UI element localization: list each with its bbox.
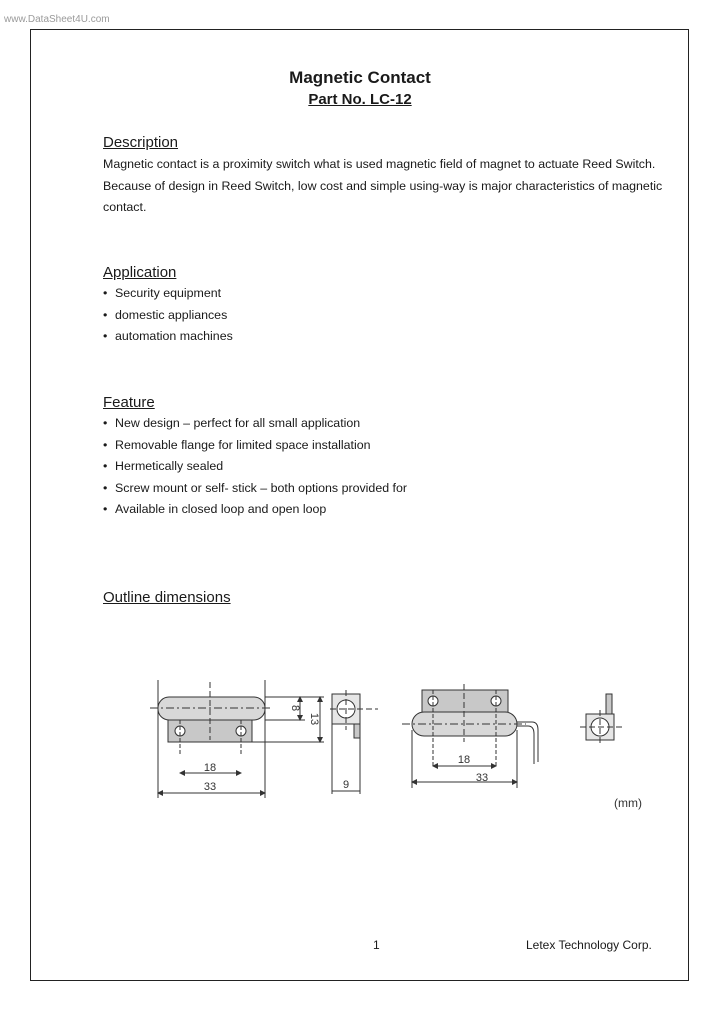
list-item: [103, 499, 407, 521]
feature-heading: Feature: [103, 394, 155, 411]
side-view: [330, 690, 378, 794]
bullet: •: [103, 459, 108, 474]
list-item: [103, 326, 233, 348]
outline-heading: Outline dimensions: [103, 589, 231, 606]
list-item: [103, 456, 407, 478]
bullet: •: [103, 480, 108, 495]
side-flange: [354, 724, 360, 738]
list-item-text: Security equipment: [115, 286, 222, 300]
dim-left-height-inner: 8: [289, 704, 301, 712]
bullet: •: [103, 502, 108, 517]
left-view: [150, 680, 324, 798]
description-heading: Description: [103, 134, 179, 151]
description-text: [103, 154, 663, 219]
part-number: Part No. LC-12: [308, 91, 412, 108]
unit-label: (mm): [614, 796, 642, 810]
list-item: [103, 305, 233, 327]
description-line: contact.: [103, 200, 147, 214]
list-item-text: Screw mount or self- stick – both options provided for: [115, 480, 408, 495]
application-heading: Application: [103, 264, 177, 281]
bullet: •: [103, 329, 108, 344]
dim-right-length: 33: [475, 772, 489, 784]
dim-right-hole-spacing: 18: [457, 754, 471, 766]
bullet: •: [103, 307, 108, 322]
list-item: [103, 413, 407, 435]
feature-list: [103, 413, 407, 521]
list-item: [103, 435, 407, 457]
lead-wire: [517, 722, 538, 762]
right-side-view: [580, 694, 622, 746]
lead-wire: [517, 726, 534, 764]
outline-drawing: [140, 660, 660, 800]
bullet: •: [103, 437, 108, 452]
company-name: Letex Technology Corp.: [526, 938, 652, 952]
list-item-text: Removable flange for limited space installation: [115, 437, 371, 452]
list-item: [103, 478, 407, 500]
side-flange: [606, 694, 612, 714]
bullet: •: [103, 416, 108, 430]
list-item-text: New design – perfect for all small application: [115, 416, 361, 430]
list-item-text: automation machines: [115, 329, 233, 344]
list-item-text: domestic appliances: [115, 307, 228, 322]
description-line: Magnetic contact is a proximity switch what is used magnetic field of magnet to actuate Reed Switch.: [103, 157, 656, 171]
list-item-text: Hermetically sealed: [115, 459, 224, 474]
dim-side-width: 9: [342, 779, 350, 791]
page-title: Magnetic Contact: [289, 68, 431, 87]
watermark: www.DataSheet4U.com: [4, 14, 110, 25]
dim-left-length: 33: [203, 781, 217, 793]
dim-left-hole-spacing: 18: [203, 762, 217, 774]
list-item-text: Available in closed loop and open loop: [115, 502, 327, 517]
list-item: [103, 283, 233, 305]
page-number: 1: [373, 938, 380, 952]
application-list: [103, 283, 233, 348]
description-line: Because of design in Reed Switch, low cost and simple using-way is major characteristics of magnetic: [103, 178, 663, 193]
right-view: [402, 684, 538, 788]
bullet: •: [103, 286, 108, 300]
dim-left-height-outer: 13: [308, 712, 320, 726]
